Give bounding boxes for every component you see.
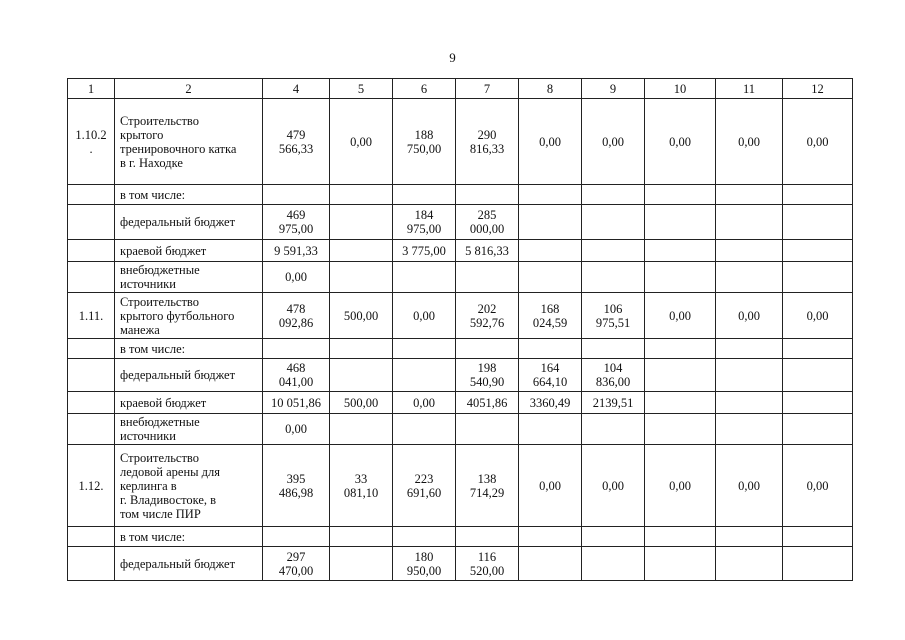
table-cell-col-8 xyxy=(519,185,582,205)
table-cell-col-10 xyxy=(645,547,716,581)
cell-text: 0,00 xyxy=(413,395,435,410)
table-cell-col-name xyxy=(115,392,263,414)
table-cell-col-6 xyxy=(393,392,456,414)
table-cell-col-number xyxy=(68,392,115,414)
table-cell-col-name xyxy=(115,527,263,547)
table-cell-col-11 xyxy=(716,240,783,262)
table-row xyxy=(68,445,853,527)
cell-text: федеральный бюджет xyxy=(120,215,236,229)
table-cell-col-6 xyxy=(393,339,456,359)
table-cell-col-7 xyxy=(456,445,519,527)
table-row xyxy=(68,205,853,240)
table-cell-col-6 xyxy=(393,414,456,445)
cell-text: 0,00 xyxy=(602,134,624,149)
table-cell-col-12 xyxy=(783,205,853,240)
cell-text: 0,00 xyxy=(669,134,691,149)
table-cell-col-10 xyxy=(645,527,716,547)
table-cell-col-10 xyxy=(645,392,716,414)
table-cell-col-8 xyxy=(519,99,582,185)
table-row xyxy=(68,527,853,547)
table-cell-col-7 xyxy=(456,527,519,547)
cell-text: 0,00 xyxy=(669,308,691,323)
cell-text: 0,00 xyxy=(669,478,691,493)
table-cell-col-9 xyxy=(582,205,645,240)
cell-text: федеральный бюджет xyxy=(120,368,236,382)
table-cell-col-9 xyxy=(582,339,645,359)
table-cell-col-4 xyxy=(263,205,330,240)
table-cell-col-4 xyxy=(263,445,330,527)
table-cell-col-12 xyxy=(783,445,853,527)
table-cell-col-5 xyxy=(330,392,393,414)
cell-text: 469 975,00 xyxy=(278,208,314,236)
cell-text: 285 000,00 xyxy=(469,208,505,236)
table-cell-col-11 xyxy=(716,414,783,445)
table-cell-col-7 xyxy=(456,240,519,262)
cell-text: 290 816,33 xyxy=(469,127,505,156)
table-cell-col-name xyxy=(115,445,263,527)
table-cell-col-11 xyxy=(716,262,783,293)
table-cell-col-7 xyxy=(456,339,519,359)
cell-text: 164 664,10 xyxy=(532,361,568,389)
table-cell-col-7 xyxy=(456,414,519,445)
table-cell-col-10 xyxy=(645,293,716,339)
cell-text: 0,00 xyxy=(539,478,561,493)
cell-text: 4051,86 xyxy=(466,395,508,410)
cell-text: 9 591,33 xyxy=(274,243,318,258)
table-cell-col-number xyxy=(68,339,115,359)
table-cell-col-9 xyxy=(582,262,645,293)
cell-text: 1.11. xyxy=(78,308,104,323)
header-cell-col-9: 9 xyxy=(582,79,645,99)
table-cell-col-12 xyxy=(783,185,853,205)
table-cell-col-9 xyxy=(582,445,645,527)
cell-text: 5 816,33 xyxy=(465,243,509,258)
table-cell-col-11 xyxy=(716,547,783,581)
cell-text: 297 470,00 xyxy=(278,549,314,578)
header-row xyxy=(68,79,853,99)
table-cell-col-number xyxy=(68,240,115,262)
cell-text: Строительство крытого тренировочного катка в г. Находке xyxy=(120,113,237,170)
table-cell-col-10 xyxy=(645,205,716,240)
table-cell-col-12 xyxy=(783,240,853,262)
table-cell-col-5 xyxy=(330,99,393,185)
table-cell-col-4 xyxy=(263,547,330,581)
cell-text: 106 975,51 xyxy=(595,301,631,330)
table-cell-col-6 xyxy=(393,99,456,185)
table-cell-col-11 xyxy=(716,445,783,527)
table-cell-col-number xyxy=(68,205,115,240)
table-row xyxy=(68,339,853,359)
header-cell-col-name: 2 xyxy=(115,79,263,99)
table-row xyxy=(68,547,853,581)
table-cell-col-7 xyxy=(456,359,519,392)
cell-text: 223 691,60 xyxy=(406,471,442,500)
table-cell-col-9 xyxy=(582,392,645,414)
table-cell-col-4 xyxy=(263,527,330,547)
cell-text: федеральный бюджет xyxy=(120,556,236,571)
table-cell-col-name xyxy=(115,339,263,359)
table-cell-col-10 xyxy=(645,240,716,262)
table-cell-col-12 xyxy=(783,359,853,392)
table-cell-col-6 xyxy=(393,445,456,527)
table-cell-col-number xyxy=(68,99,115,185)
table-cell-col-10 xyxy=(645,359,716,392)
table-cell-col-9 xyxy=(582,414,645,445)
cell-text: в том числе: xyxy=(120,529,186,544)
table-cell-col-8 xyxy=(519,240,582,262)
table-cell-col-8 xyxy=(519,262,582,293)
table-cell-col-6 xyxy=(393,527,456,547)
cell-text: 1.12. xyxy=(78,478,104,493)
table-cell-col-name xyxy=(115,205,263,240)
table-cell-col-4 xyxy=(263,293,330,339)
table-cell-col-7 xyxy=(456,293,519,339)
table-cell-col-number xyxy=(68,262,115,293)
table-cell-col-6 xyxy=(393,240,456,262)
cell-text: 0,00 xyxy=(350,134,372,149)
cell-text: 10 051,86 xyxy=(271,395,321,410)
header-cell-col-6: 6 xyxy=(393,79,456,99)
table-cell-col-7 xyxy=(456,547,519,581)
table-cell-col-7 xyxy=(456,392,519,414)
cell-text: 0,00 xyxy=(413,308,435,323)
table-cell-col-name xyxy=(115,414,263,445)
table-cell-col-8 xyxy=(519,359,582,392)
table-cell-col-9 xyxy=(582,240,645,262)
table-cell-col-9 xyxy=(582,359,645,392)
table-cell-col-4 xyxy=(263,414,330,445)
table-row xyxy=(68,392,853,414)
table-cell-col-6 xyxy=(393,262,456,293)
header-cell-col-10: 10 xyxy=(645,79,716,99)
page-number: 9 xyxy=(449,50,456,65)
table-cell-col-12 xyxy=(783,99,853,185)
table-cell-col-name xyxy=(115,262,263,293)
table-cell-col-10 xyxy=(645,445,716,527)
table-cell-col-name xyxy=(115,547,263,581)
table-cell-col-11 xyxy=(716,99,783,185)
cell-text: 2139,51 xyxy=(592,395,634,410)
table-cell-col-12 xyxy=(783,414,853,445)
table-cell-col-4 xyxy=(263,339,330,359)
table-cell-col-name xyxy=(115,240,263,262)
table-row xyxy=(68,293,853,339)
cell-text: 0,00 xyxy=(806,134,829,149)
cell-text: 202 592,76 xyxy=(469,301,505,330)
table-cell-col-9 xyxy=(582,293,645,339)
cell-text: 198 540,90 xyxy=(469,361,505,389)
table-cell-col-5 xyxy=(330,414,393,445)
table-cell-col-4 xyxy=(263,185,330,205)
table-cell-col-12 xyxy=(783,262,853,293)
cell-text: 0,00 xyxy=(738,308,760,323)
table-cell-col-5 xyxy=(330,262,393,293)
table-cell-col-5 xyxy=(330,547,393,581)
cell-text: 3 775,00 xyxy=(402,243,446,258)
table-cell-col-10 xyxy=(645,185,716,205)
cell-text: 104 836,00 xyxy=(595,361,631,389)
table-cell-col-8 xyxy=(519,205,582,240)
table-cell-col-number xyxy=(68,527,115,547)
cell-text: краевой бюджет xyxy=(120,395,207,410)
budget-table xyxy=(67,78,853,581)
table-cell-col-4 xyxy=(263,359,330,392)
table-cell-col-8 xyxy=(519,392,582,414)
table-cell-col-9 xyxy=(582,99,645,185)
table-cell-col-10 xyxy=(645,339,716,359)
header-cell-col-11: 11 xyxy=(716,79,783,99)
table-cell-col-7 xyxy=(456,205,519,240)
table-row xyxy=(68,240,853,262)
table-cell-col-8 xyxy=(519,293,582,339)
table-cell-col-5 xyxy=(330,445,393,527)
table-cell-col-8 xyxy=(519,445,582,527)
table-cell-col-4 xyxy=(263,99,330,185)
cell-text: в том числе: xyxy=(120,187,186,202)
table-cell-col-11 xyxy=(716,293,783,339)
cell-text: 478 092,86 xyxy=(278,301,314,330)
table-cell-col-8 xyxy=(519,414,582,445)
cell-text: 180 950,00 xyxy=(406,549,442,578)
table-cell-col-5 xyxy=(330,240,393,262)
table-cell-col-12 xyxy=(783,547,853,581)
table-cell-col-11 xyxy=(716,185,783,205)
table-cell-col-5 xyxy=(330,185,393,205)
table-cell-col-8 xyxy=(519,339,582,359)
table-row xyxy=(68,359,853,392)
header-cell-col-5: 5 xyxy=(330,79,393,99)
table-cell-col-name xyxy=(115,185,263,205)
cell-text: 0,00 xyxy=(285,270,307,284)
table-row xyxy=(68,99,853,185)
table-cell-col-9 xyxy=(582,527,645,547)
table-cell-col-12 xyxy=(783,339,853,359)
cell-text: 0,00 xyxy=(285,422,307,436)
table-cell-col-10 xyxy=(645,262,716,293)
header-cell-col-4: 4 xyxy=(263,79,330,99)
cell-text: 0,00 xyxy=(806,478,829,493)
table-row xyxy=(68,262,853,293)
table-cell-col-number xyxy=(68,359,115,392)
cell-text: Строительство ледовой арены для керлинга в г. Владивостоке, в том числе ПИР xyxy=(120,450,221,521)
cell-text: 468 041,00 xyxy=(278,361,314,389)
cell-text: Строительство крытого футбольного манежа xyxy=(120,294,235,337)
header-cell-col-8: 8 xyxy=(519,79,582,99)
cell-text: 116 520,00 xyxy=(469,549,505,578)
table-row xyxy=(68,185,853,205)
cell-text: 0,00 xyxy=(539,134,561,149)
cell-text: 500,00 xyxy=(343,395,379,410)
cell-text: 395 486,98 xyxy=(278,471,314,500)
table-cell-col-name xyxy=(115,293,263,339)
table-row xyxy=(68,414,853,445)
table-cell-col-11 xyxy=(716,359,783,392)
cell-text: 500,00 xyxy=(343,308,379,323)
cell-text: 1.10.2 . xyxy=(75,127,107,156)
table-cell-col-number xyxy=(68,547,115,581)
cell-text: внебюджетные источники xyxy=(120,263,200,291)
table-cell-col-7 xyxy=(456,262,519,293)
table-cell-col-12 xyxy=(783,527,853,547)
table-cell-col-5 xyxy=(330,293,393,339)
table-cell-col-11 xyxy=(716,527,783,547)
table-cell-col-5 xyxy=(330,339,393,359)
cell-text: 188 750,00 xyxy=(406,127,442,156)
cell-text: 0,00 xyxy=(738,134,760,149)
table-cell-col-8 xyxy=(519,527,582,547)
cell-text: 0,00 xyxy=(738,478,760,493)
cell-text: 33 081,10 xyxy=(343,471,379,500)
table-cell-col-6 xyxy=(393,547,456,581)
table-cell-col-10 xyxy=(645,99,716,185)
table-cell-col-5 xyxy=(330,205,393,240)
table-cell-col-11 xyxy=(716,339,783,359)
table-cell-col-9 xyxy=(582,547,645,581)
table-cell-col-5 xyxy=(330,359,393,392)
cell-text: 138 714,29 xyxy=(469,471,505,500)
header-cell-col-number: 1 xyxy=(68,79,115,99)
table-cell-col-12 xyxy=(783,293,853,339)
table-cell-col-6 xyxy=(393,205,456,240)
table-cell-col-11 xyxy=(716,205,783,240)
cell-text: 0,00 xyxy=(602,478,624,493)
header-cell-col-7: 7 xyxy=(456,79,519,99)
table-cell-col-12 xyxy=(783,392,853,414)
cell-text: 3360,49 xyxy=(529,395,571,410)
table-cell-col-8 xyxy=(519,547,582,581)
table-cell-col-7 xyxy=(456,99,519,185)
cell-text: 0,00 xyxy=(806,308,829,323)
table-cell-col-4 xyxy=(263,262,330,293)
table-cell-col-6 xyxy=(393,359,456,392)
cell-text: внебюджетные источники xyxy=(120,415,200,443)
table-cell-col-9 xyxy=(582,185,645,205)
cell-text: 184 975,00 xyxy=(406,208,442,236)
table-cell-col-4 xyxy=(263,392,330,414)
table-cell-col-number xyxy=(68,445,115,527)
table-cell-col-4 xyxy=(263,240,330,262)
table-cell-col-6 xyxy=(393,293,456,339)
table-cell-col-10 xyxy=(645,414,716,445)
table-cell-col-11 xyxy=(716,392,783,414)
table-cell-col-5 xyxy=(330,527,393,547)
cell-text: в том числе: xyxy=(120,341,186,356)
table-cell-col-name xyxy=(115,359,263,392)
cell-text: краевой бюджет xyxy=(120,243,207,258)
table-cell-col-number xyxy=(68,414,115,445)
cell-text: 479 566,33 xyxy=(278,127,314,156)
table-cell-col-number xyxy=(68,293,115,339)
cell-text: 168 024,59 xyxy=(532,301,568,330)
table-cell-col-name xyxy=(115,99,263,185)
header-cell-col-12: 12 xyxy=(783,79,853,99)
table-cell-col-number xyxy=(68,185,115,205)
table-cell-col-7 xyxy=(456,185,519,205)
table-cell-col-6 xyxy=(393,185,456,205)
